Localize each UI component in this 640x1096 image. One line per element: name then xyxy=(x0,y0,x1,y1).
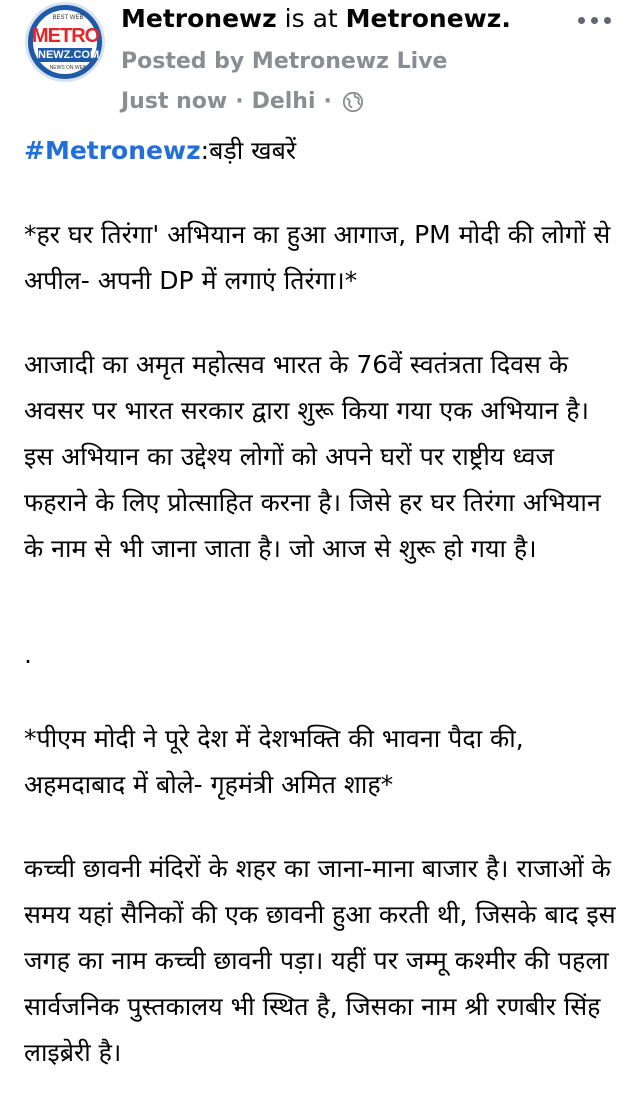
paragraph-1: *हर घर तिरंगा' अभियान का हुआ आगाज, PM मोदी की लोगों से अपील- अपनी DP में लगाएं तिरंगा।* xyxy=(24,220,611,295)
more-dot xyxy=(578,17,585,24)
hashtag-link[interactable]: #Metronewz xyxy=(24,136,201,165)
lead-text: :बड़ी खबरें xyxy=(200,136,297,165)
post-time[interactable]: Just now xyxy=(121,89,228,114)
spacer xyxy=(24,678,620,716)
avatar-brand-sub: NEWZ.COM xyxy=(38,49,100,61)
page-name-link[interactable]: Metronewz xyxy=(121,4,277,33)
post-meta xyxy=(121,89,364,114)
avatar-brand-bottom: NEWS ON WEB xyxy=(49,65,87,71)
avatar-brand-top: BEST WEB xyxy=(52,15,84,21)
more-dot xyxy=(604,17,611,24)
spacer xyxy=(24,572,620,632)
more-options-icon[interactable] xyxy=(578,10,614,30)
spacer xyxy=(24,808,620,846)
is-at-text: is at xyxy=(276,4,346,33)
dot-line: . xyxy=(24,640,32,669)
meta-separator: · xyxy=(235,89,244,114)
location-link[interactable]: Metronewz. xyxy=(345,4,511,33)
paragraph-3: *पीएम मोदी ने पूरे देश में देशभक्ति की भावना पैदा की, अहमदाबाद में बोले- गृहमंत्री अमित शाह* xyxy=(24,724,524,799)
avatar-brand-main: METRO xyxy=(32,25,100,47)
posted-by[interactable]: Posted by Metronewz Live xyxy=(121,49,448,74)
post-title xyxy=(121,4,511,33)
post-place[interactable]: Delhi xyxy=(251,89,316,114)
headline-line xyxy=(24,128,620,174)
meta-separator: · xyxy=(323,89,332,114)
paragraph-4: कच्ची छावनी मंदिरों के शहर का जाना-माना बाजार है। राजाओं के समय यहां सैनिकों की एक छावनी हुआ करती थी, जिसके बाद इस जगह का नाम कच्ची छावनी पड़ा। यहीं पर जम्मू कश्मीर की पहला सार्वजनिक पुस्तकालय भी स्थित है, जिसका नाम श्री रणबीर सिंह लाइब्रेरी है। xyxy=(24,854,616,1067)
more-dot xyxy=(591,17,598,24)
post-header xyxy=(0,0,640,122)
post-body xyxy=(24,128,620,1076)
paragraph-2: आजादी का अमृत महोत्सव भारत के 76वें स्वतंत्रता दिवस के अवसर पर भारत सरकार द्वारा शुरू किया गया एक अभियान है। इस अभियान का उद्देश्य लोगों को अपने घरों पर राष्ट्रीय ध्वज फहराने के लिए प्रोत्साहित करना है। जिसे हर घर तिरंगा अभियान के नाम से भी जाना जाता है। जो आज से शुरू हो गया है। xyxy=(24,350,601,563)
globe-icon[interactable] xyxy=(342,91,364,113)
spacer xyxy=(24,174,620,212)
page-avatar[interactable] xyxy=(25,2,105,82)
spacer xyxy=(24,304,620,342)
